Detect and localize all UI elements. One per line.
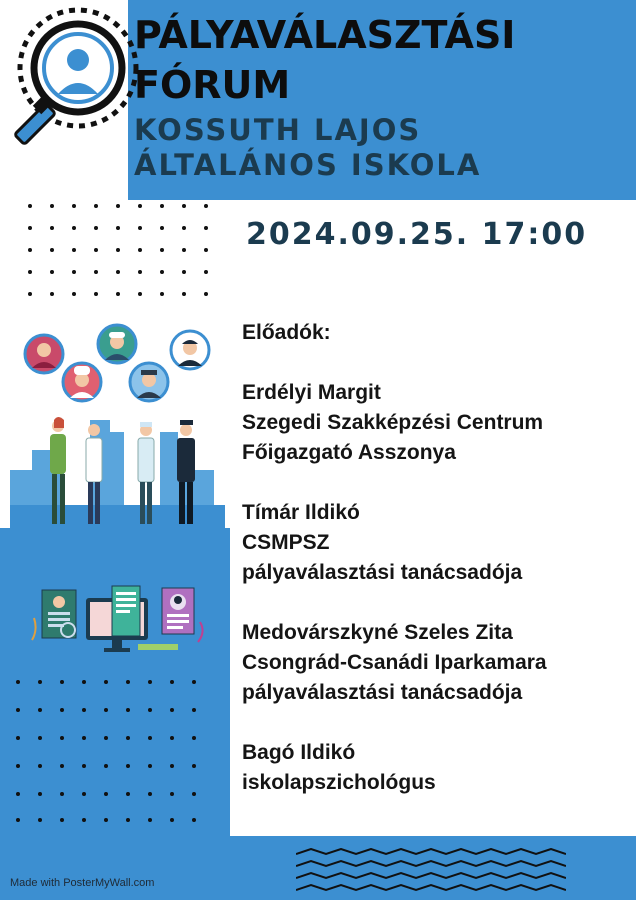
speaker-name: Erdélyi Margit xyxy=(242,381,381,404)
wave-lines-decoration xyxy=(296,848,566,894)
speakers-section xyxy=(242,318,632,828)
speakers-heading: Előadók: xyxy=(242,321,331,344)
speaker-role: iskolapszichológus xyxy=(242,771,436,794)
speaker-affiliation: Szegedi Szakképzési Centrum xyxy=(242,411,544,434)
speaker-name: Bagó Ildikó xyxy=(242,741,356,764)
event-datetime: 2024.09.25. 17:00 xyxy=(246,217,588,252)
speaker-role: pályaválasztási tanácsadója xyxy=(242,681,523,704)
speaker-role: pályaválasztási tanácsadója xyxy=(242,561,523,584)
poster-title-line-2: FÓRUM xyxy=(134,63,291,107)
speaker-entry xyxy=(242,378,632,468)
speaker-affiliation: Csongrád-Csanádi Iparkamara xyxy=(242,651,547,674)
dot-grid-decoration-bottom xyxy=(12,676,222,826)
professions-illustration xyxy=(10,320,225,530)
speaker-affiliation: CSMPSZ xyxy=(242,531,330,554)
speaker-entry xyxy=(242,618,632,708)
dot-grid-decoration xyxy=(22,200,222,310)
speaker-entry xyxy=(242,738,632,798)
watermark-text: Made with PosterMyWall.com xyxy=(10,877,155,889)
resume-documents-illustration xyxy=(28,578,210,656)
speaker-role: Főigazgató Asszonya xyxy=(242,441,456,464)
school-name-line-2: ÁLTALÁNOS ISKOLA xyxy=(134,148,482,182)
speaker-entry xyxy=(242,498,632,588)
school-name-line-1: KOSSUTH LAJOS xyxy=(134,113,422,147)
magnifier-user-icon xyxy=(0,2,140,154)
speaker-name: Medovárszkyné Szeles Zita xyxy=(242,621,513,644)
poster-title-line-1: PÁLYAVÁLASZTÁSI xyxy=(134,13,516,57)
speaker-name: Tímár Ildikó xyxy=(242,501,360,524)
